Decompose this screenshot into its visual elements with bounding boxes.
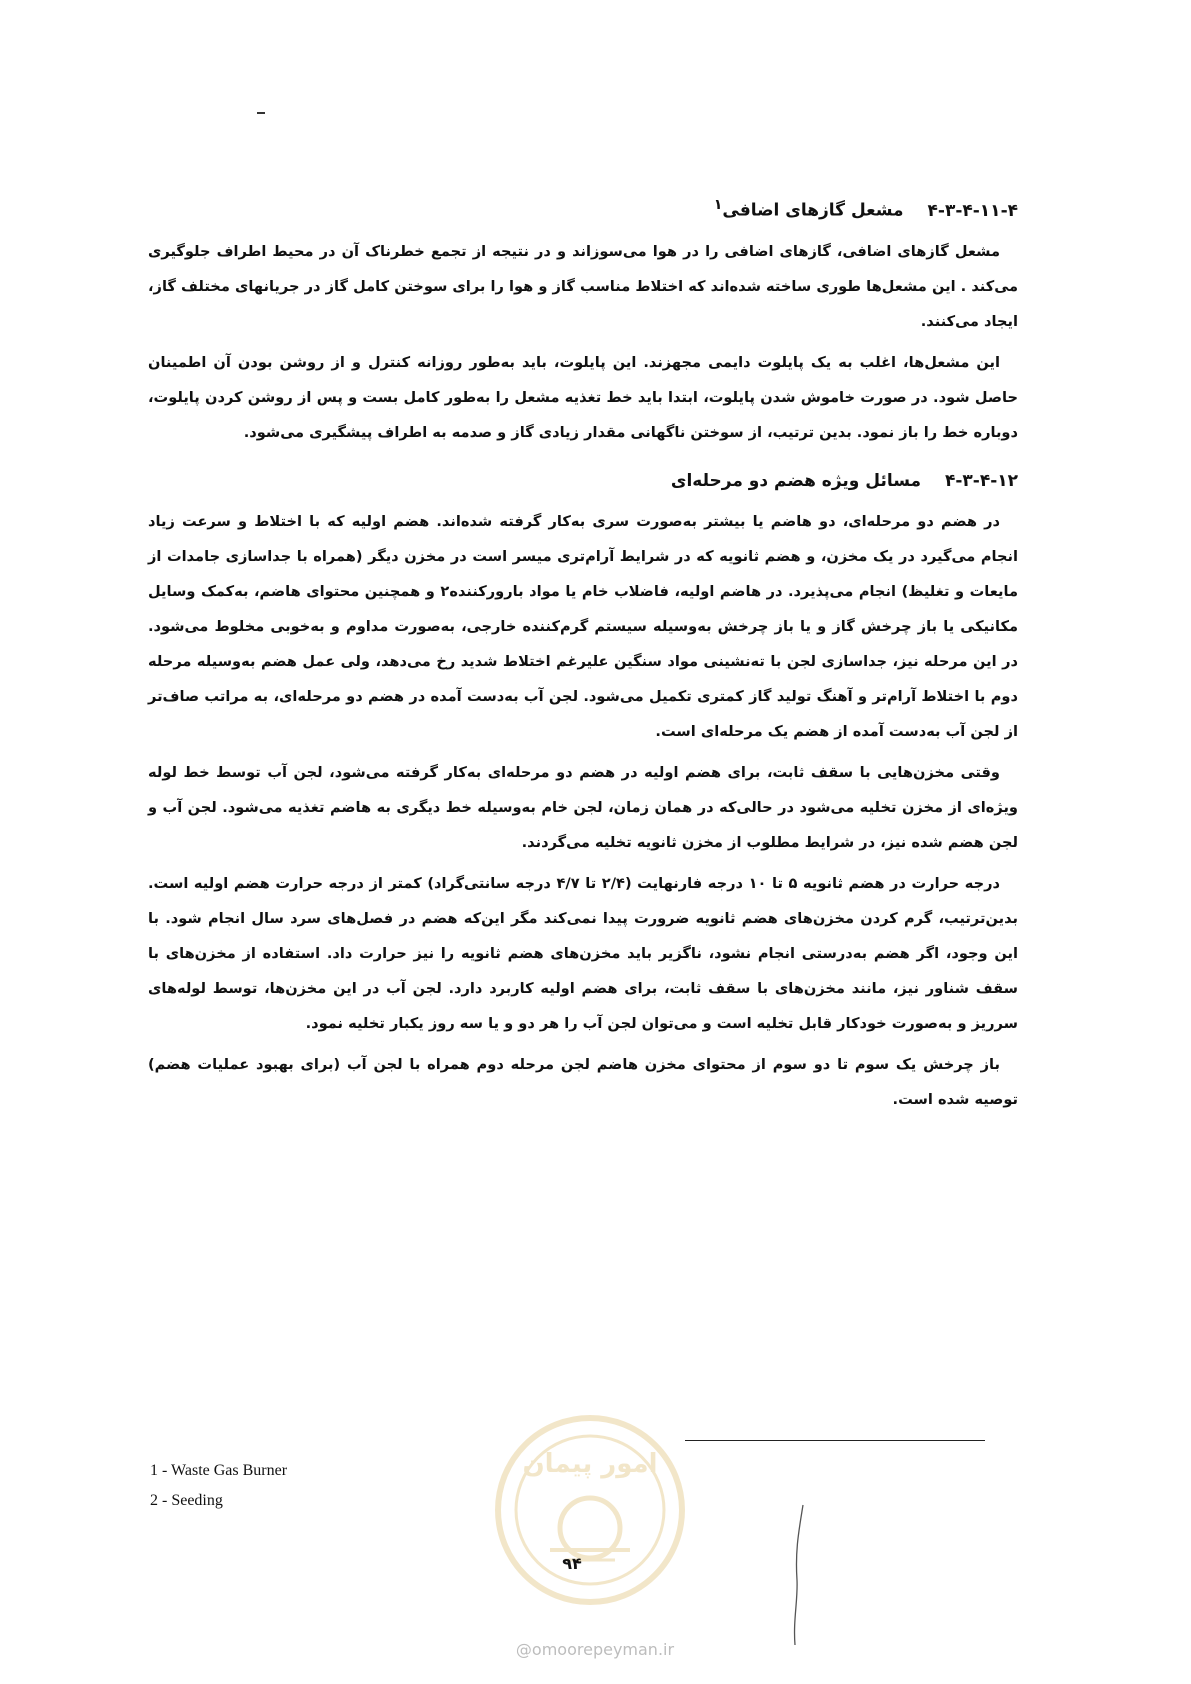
section-number: ۴-۳-۴-۱۱-۴ <box>927 200 1018 221</box>
watermark-url: @omoorepeyman.ir <box>515 1640 675 1659</box>
footnotes <box>150 1456 287 1516</box>
section-title: مسائل ویژه هضم دو مرحله‌ای <box>670 470 922 491</box>
page-number: ۹۴ <box>562 1554 582 1573</box>
paragraph: مشعل گازهای اضافی، گازهای اضافی را در هوا می‌سوزاند و در نتیجه از تجمع خطرناک آن در محیط اطراف جلوگیری می‌کند . این مشعل‌ها طوری ساخته شده‌اند که اختلاط مناسب گاز و هوا را برای سوختن کامل گاز در جریانهای مختلف گاز، ایجاد می‌کنند. <box>148 242 1018 330</box>
section-number: ۴-۳-۴-۱۲ <box>944 470 1018 491</box>
section-heading-waste-gas-burner <box>148 190 1018 226</box>
paragraph: در هضم دو مرحله‌ای، دو هاضم یا بیشتر به‌صورت سری به‌کار گرفته شده‌اند. هضم اولیه که با اختلاط و سرعت زیاد انجام می‌گیرد در یک مخزن، و هضم ثانویه که در شرایط آرام‌تری میسر است در مخزن دیگر (همراه با جداسازی جامدات از مایعات و تغلیظ) انجام می‌پذیرد. در هاضم اولیه، فاضلاب خام یا مواد بارورکننده۲ و همچنین محتوای هاضم، به‌کمک وسایل مکانیکی یا باز چرخش گاز و یا باز چرخش به‌وسیله سیستم گرم‌کننده خارجی، به‌صورت مداوم و به‌خوبی مخلوط می‌شود. در این مرحله نیز، جداسازی لجن با ته‌نشینی مواد سنگین علیرغم اختلاط شدید رخ می‌دهد، ولی عمل هضم به‌وسیله مرحله دوم با اختلاط آرام‌تر و آهنگ تولید گاز کمتری تکمیل می‌شود. لجن آب به‌دست آمده در هضم دو مرحله‌ای، به مراتب صاف‌تر از لجن آب به‌دست آمده از هضم یک مرحله‌ای است. <box>148 512 1018 740</box>
footnote-separator <box>685 1440 985 1441</box>
section-heading-two-stage-digestion <box>148 466 1018 496</box>
document-body <box>148 190 1018 1123</box>
paragraph: این مشعل‌ها، اغلب به یک پایلوت دایمی مجهزند. این پایلوت، باید به‌طور روزانه کنترل و از روشن بودن آن اطمینان حاصل شود. در صورت خاموش شدن پایلوت، ابتدا باید خط تغذیه مشعل را به‌طور کامل بست و پس از روشن کردن پایلوت، دوباره خط را باز نمود. بدین ترتیب، از سوختن ناگهانی مقدار زیادی گاز و صدمه به اطراف پیشگیری می‌شود. <box>148 353 1018 441</box>
scan-artifact <box>257 112 265 114</box>
margin-pencil-mark <box>785 1500 825 1650</box>
footnote-item: 1 - Waste Gas Burner <box>150 1462 288 1479</box>
stamp-text: امور پیمان <box>522 1449 658 1479</box>
footnote-ref: ۱ <box>713 197 723 213</box>
paragraph: درجه حرارت در هضم ثانویه ۵ تا ۱۰ درجه فارنهایت (۲/۴ تا ۴/۷ درجه سانتی‌گراد) کمتر از درجه حرارت هضم اولیه است. بدین‌ترتیب، گرم کردن مخزن‌های هضم ثانویه ضرورت پیدا نمی‌کند مگر این‌که هضم در فصل‌های سرد سال انجام شود. با این وجود، اگر هضم به‌درستی انجام نشود، ناگزیر باید مخزن‌های هضم ثانویه را نیز حرارت داد. استفاده از مخزن‌های با سقف شناور نیز، مانند مخزن‌های با سقف ثابت، برای هضم اولیه کاربرد دارد. لجن آب در این مخزن‌ها، توسط لوله‌های سرریز و به‌صورت خودکار قابل تخلیه است و می‌توان لجن آب را هر دو و یا سه روز یکبار تخلیه نمود. <box>148 874 1018 1032</box>
footnote-item: 2 - Seeding <box>150 1492 223 1509</box>
paragraph: باز چرخش یک سوم تا دو سوم از محتوای مخزن هاضم لجن مرحله دوم همراه با لجن آب (برای بهبود عملیات هضم) توصیه شده است. <box>148 1055 1018 1108</box>
watermark-stamp-logo <box>490 1410 690 1610</box>
paragraph: وقتی مخزن‌هایی با سقف ثابت، برای هضم اولیه در هضم دو مرحله‌ای به‌کار گرفته می‌شود، لجن آب توسط خط لوله ویژه‌ای از مخزن تخلیه می‌شود در حالی‌که در همان زمان، لجن خام به‌وسیله خط دیگری به هاضم تغذیه می‌شود. لجن آب و لجن هضم شده نیز، در شرایط مطلوب از مخزن ثانویه تخلیه می‌گردند. <box>148 763 1018 851</box>
section-title: مشعل گازهای اضافی <box>722 200 904 221</box>
